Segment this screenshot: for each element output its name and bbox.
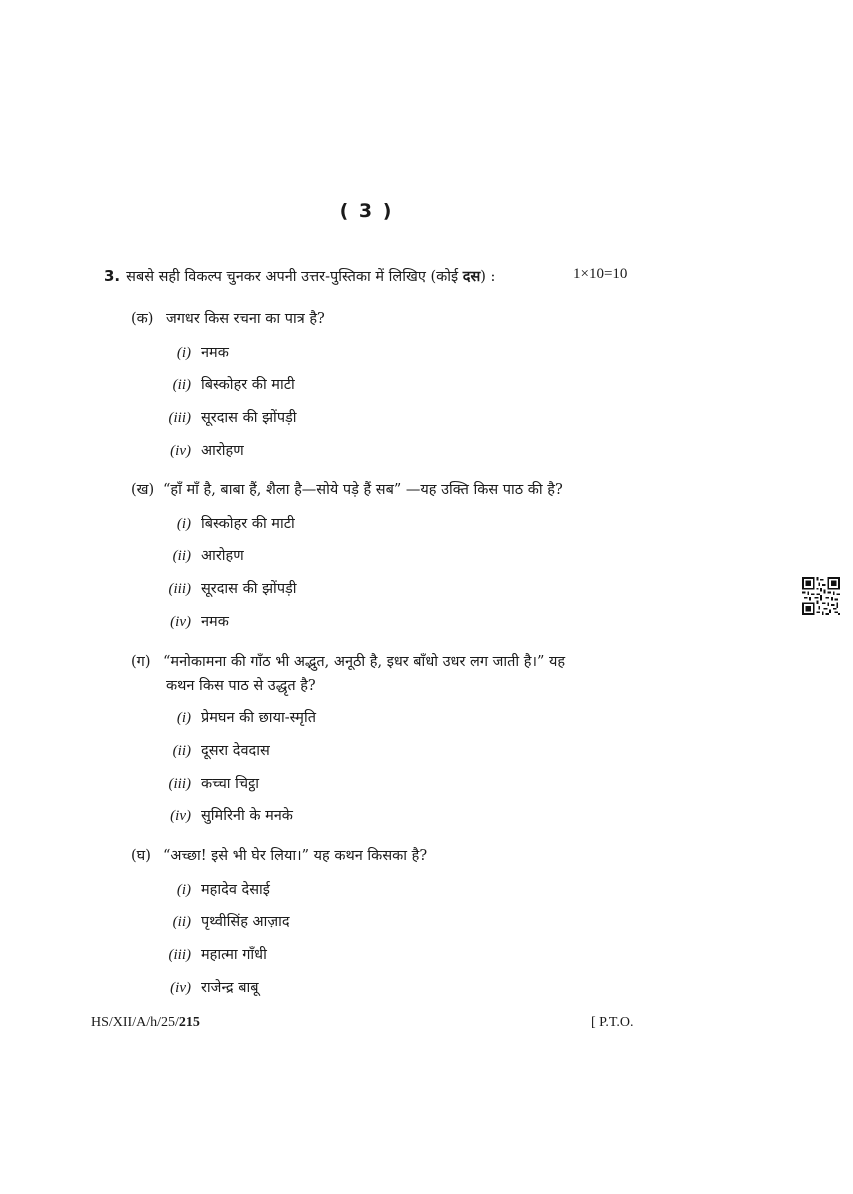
paper-code-prefix: HS/XII/A/h/25/ bbox=[91, 1015, 179, 1030]
option-number: (i) bbox=[176, 345, 191, 361]
option-number: (iii) bbox=[168, 947, 191, 963]
question-marks: 1×10=10 bbox=[573, 266, 628, 282]
option-number: (iii) bbox=[168, 410, 191, 426]
option bbox=[161, 342, 229, 362]
subquestion-label: (क) bbox=[131, 311, 154, 327]
question-number: 3. bbox=[104, 267, 121, 285]
subquestion-text: “अच्छा! इसे भी घेर लिया।” यह कथन किसका है? bbox=[163, 848, 428, 864]
option bbox=[161, 611, 229, 631]
option-number: (i) bbox=[176, 882, 191, 898]
option bbox=[161, 407, 297, 427]
subquestion-text-continued: कथन किस पाठ से उद्धृत है? bbox=[166, 678, 316, 694]
option bbox=[161, 977, 259, 997]
option-number: (i) bbox=[176, 710, 191, 726]
option-number: (iii) bbox=[168, 581, 191, 597]
option bbox=[161, 879, 270, 899]
option-number: (ii) bbox=[172, 743, 191, 759]
option-number: (i) bbox=[176, 516, 191, 532]
option bbox=[161, 944, 267, 964]
option bbox=[161, 773, 259, 793]
option bbox=[161, 707, 316, 727]
option-number: (iii) bbox=[168, 776, 191, 792]
subquestion-label: (ख) bbox=[131, 482, 155, 498]
option-text: आरोहण bbox=[201, 548, 244, 564]
option-number: (ii) bbox=[172, 914, 191, 930]
option-text: सूरदास की झोंपड़ी bbox=[201, 581, 297, 597]
question-instruction-end: ) : bbox=[480, 269, 496, 285]
qr-code-icon bbox=[802, 577, 840, 615]
option-text: नमक bbox=[201, 345, 229, 361]
option-text: आरोहण bbox=[201, 443, 244, 459]
option-text: सूरदास की झोंपड़ी bbox=[201, 410, 297, 426]
option-text: दूसरा देवदास bbox=[201, 743, 270, 759]
option bbox=[161, 374, 295, 394]
option-text: पृथ्वीसिंह आज़ाद bbox=[201, 914, 290, 930]
page-number: ( 3 ) bbox=[339, 200, 394, 222]
option-number: (iv) bbox=[170, 980, 191, 996]
option-text: प्रेमघन की छाया-स्मृति bbox=[201, 710, 316, 726]
option-number: (iv) bbox=[170, 808, 191, 824]
option bbox=[161, 805, 293, 825]
option-text: कच्चा चिट्ठा bbox=[201, 776, 259, 792]
question-instruction: सबसे सही विकल्प चुनकर अपनी उत्तर-पुस्तिका में लिखिए (कोई bbox=[126, 269, 463, 285]
option-text: सुमिरिनी के मनके bbox=[201, 808, 293, 824]
option-text: नमक bbox=[201, 614, 229, 630]
question-instruction-bold: दस bbox=[462, 268, 481, 285]
option bbox=[161, 578, 297, 598]
option bbox=[161, 545, 244, 565]
option-text: बिस्कोहर की माटी bbox=[201, 377, 295, 393]
option-text: राजेन्द्र बाबू bbox=[201, 980, 259, 996]
pto-label: [ P.T.O. bbox=[591, 1015, 634, 1030]
option-number: (iv) bbox=[170, 443, 191, 459]
option bbox=[161, 440, 244, 460]
paper-code-number: 215 bbox=[178, 1015, 200, 1030]
subquestion-text: जगधर किस रचना का पात्र है? bbox=[166, 311, 325, 327]
option-number: (ii) bbox=[172, 377, 191, 393]
option-text: महादेव देसाई bbox=[201, 882, 270, 898]
subquestion-label: (ग) bbox=[131, 654, 151, 670]
option bbox=[161, 740, 270, 760]
subquestion-label: (घ) bbox=[131, 848, 151, 864]
subquestion-text: “हाँ माँ है, बाबा हैं, शैला है—सोये पड़े हैं सब” —यह उक्ति किस पाठ की है? bbox=[163, 482, 563, 498]
option-number: (ii) bbox=[172, 548, 191, 564]
subquestion-text: “मनोकामना की गाँठ भी अद्भुत, अनूठी है, इधर बाँधो उधर लग जाती है।” यह bbox=[163, 654, 566, 670]
paper-code bbox=[91, 1015, 200, 1031]
option-number: (iv) bbox=[170, 614, 191, 630]
option-text: बिस्कोहर की माटी bbox=[201, 516, 295, 532]
option bbox=[161, 911, 290, 931]
option-text: महात्मा गाँधी bbox=[201, 947, 267, 963]
option bbox=[161, 513, 295, 533]
question-heading bbox=[104, 266, 495, 286]
